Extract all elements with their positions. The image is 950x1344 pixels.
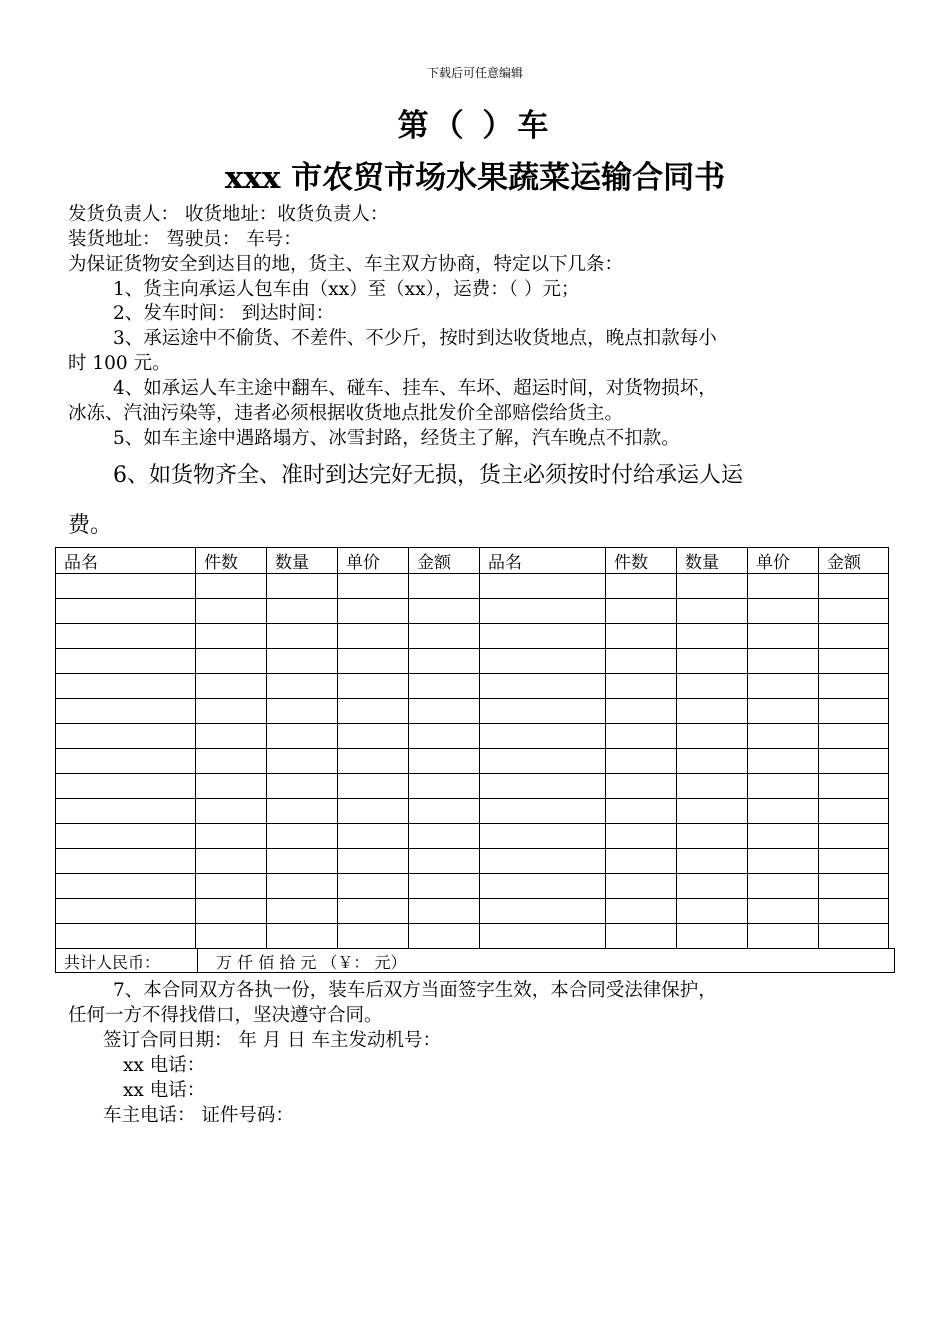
table-cell bbox=[606, 674, 677, 699]
table-cell bbox=[480, 824, 606, 849]
table-cell bbox=[409, 749, 480, 774]
table-cell bbox=[748, 599, 819, 624]
table-cell bbox=[409, 874, 480, 899]
table-cell bbox=[196, 799, 267, 824]
table-cell bbox=[56, 749, 196, 774]
table-cell bbox=[606, 624, 677, 649]
clause-4-line2: 冰冻、汽油污染等，违者必须根据收货地点批发价全部赔偿给货主。 bbox=[68, 403, 624, 424]
table-cell bbox=[480, 874, 606, 899]
table-cell bbox=[677, 649, 748, 674]
table-cell bbox=[267, 699, 338, 724]
clause-5: 5、如车主途中遇路塌方、冰雪封路，经货主了解，汽车晚点不扣款。 bbox=[113, 428, 680, 449]
table-cell bbox=[677, 674, 748, 699]
table-cell bbox=[819, 574, 889, 599]
table-cell bbox=[196, 649, 267, 674]
table-cell bbox=[819, 649, 889, 674]
table-cell bbox=[409, 574, 480, 599]
table-cell bbox=[338, 874, 409, 899]
table-cell bbox=[480, 599, 606, 624]
table-cell bbox=[480, 674, 606, 699]
table-cell bbox=[748, 849, 819, 874]
table-cell bbox=[748, 874, 819, 899]
col-header-amount-1: 金额 bbox=[409, 548, 480, 574]
table-cell bbox=[606, 799, 677, 824]
table-cell bbox=[338, 774, 409, 799]
table-cell bbox=[677, 924, 748, 949]
table-cell bbox=[677, 799, 748, 824]
table-cell bbox=[606, 724, 677, 749]
table-cell bbox=[196, 849, 267, 874]
table-cell bbox=[267, 599, 338, 624]
table-cell bbox=[56, 574, 196, 599]
intro-text: 为保证货物安全到达目的地，货主、车主双方协商，特定以下几条： bbox=[68, 254, 624, 275]
table-header-row bbox=[56, 548, 889, 574]
col-header-name-2: 品名 bbox=[480, 548, 606, 574]
table-cell bbox=[56, 724, 196, 749]
table-row bbox=[56, 749, 889, 774]
table-cell bbox=[480, 724, 606, 749]
table-cell bbox=[748, 574, 819, 599]
table-cell bbox=[56, 924, 196, 949]
clause-7-line1: 7、本合同双方各执一份，装车后双方当面签字生效，本合同受法律保护， bbox=[113, 980, 717, 1001]
table-cell bbox=[748, 724, 819, 749]
table-cell bbox=[409, 849, 480, 874]
table-cell bbox=[56, 774, 196, 799]
table-cell bbox=[338, 924, 409, 949]
table-cell bbox=[338, 674, 409, 699]
table-cell bbox=[196, 599, 267, 624]
table-cell bbox=[409, 649, 480, 674]
table-cell bbox=[748, 749, 819, 774]
table-cell bbox=[606, 924, 677, 949]
table-cell bbox=[677, 699, 748, 724]
total-label: 共计人民币： bbox=[64, 953, 161, 972]
loading-fields-line: 装货地址： 驾驶员： 车号： bbox=[68, 229, 302, 250]
table-cell bbox=[338, 799, 409, 824]
table-cell bbox=[819, 674, 889, 699]
table-cell bbox=[56, 699, 196, 724]
table-cell bbox=[409, 774, 480, 799]
col-header-name-1: 品名 bbox=[56, 548, 196, 574]
table-cell bbox=[748, 624, 819, 649]
table-row bbox=[56, 849, 889, 874]
table-cell bbox=[677, 749, 748, 774]
total-divider bbox=[197, 949, 198, 972]
table-cell bbox=[480, 924, 606, 949]
table-cell bbox=[409, 824, 480, 849]
table-cell bbox=[267, 799, 338, 824]
table-cell bbox=[338, 624, 409, 649]
col-header-pieces-1: 件数 bbox=[196, 548, 267, 574]
table-cell bbox=[338, 849, 409, 874]
table-cell bbox=[267, 774, 338, 799]
table-cell bbox=[748, 774, 819, 799]
vehicle-number-title: 第（ ）车 bbox=[397, 108, 553, 144]
table-cell bbox=[819, 799, 889, 824]
table-row bbox=[56, 649, 889, 674]
table-cell bbox=[196, 924, 267, 949]
clause-2: 2、发车时间： 到达时间： bbox=[113, 303, 335, 324]
table-cell bbox=[409, 699, 480, 724]
table-cell bbox=[56, 899, 196, 924]
table-cell bbox=[267, 899, 338, 924]
col-header-pieces-2: 件数 bbox=[606, 548, 677, 574]
table-cell bbox=[338, 574, 409, 599]
table-cell bbox=[196, 624, 267, 649]
table-cell bbox=[677, 624, 748, 649]
contract-title: xxx 市农贸市场水果蔬菜运输合同书 bbox=[224, 160, 726, 196]
clause-6-line2: 费。 bbox=[68, 513, 113, 538]
goods-table bbox=[55, 547, 889, 949]
table-cell bbox=[267, 874, 338, 899]
shipper-fields-line: 发货负责人： 收货地址：收货负责人： bbox=[68, 204, 389, 225]
table-cell bbox=[196, 874, 267, 899]
table-cell bbox=[409, 724, 480, 749]
table-cell bbox=[338, 699, 409, 724]
table-cell bbox=[480, 649, 606, 674]
table-cell bbox=[480, 624, 606, 649]
table-cell bbox=[677, 724, 748, 749]
table-cell bbox=[748, 674, 819, 699]
table-row bbox=[56, 924, 889, 949]
table-cell bbox=[748, 924, 819, 949]
table-cell bbox=[677, 824, 748, 849]
table-cell bbox=[480, 899, 606, 924]
table-cell bbox=[196, 749, 267, 774]
table-cell bbox=[409, 924, 480, 949]
table-cell bbox=[56, 799, 196, 824]
table-cell bbox=[409, 599, 480, 624]
table-cell bbox=[748, 824, 819, 849]
table-cell bbox=[267, 924, 338, 949]
col-header-quantity-2: 数量 bbox=[677, 548, 748, 574]
table-cell bbox=[196, 899, 267, 924]
table-cell bbox=[409, 799, 480, 824]
table-row bbox=[56, 599, 889, 624]
table-cell bbox=[267, 624, 338, 649]
table-cell bbox=[819, 824, 889, 849]
table-cell bbox=[267, 824, 338, 849]
table-cell bbox=[338, 824, 409, 849]
header-note: 下载后可任意编辑 bbox=[426, 66, 523, 80]
table-cell bbox=[677, 774, 748, 799]
table-cell bbox=[196, 674, 267, 699]
table-cell bbox=[56, 874, 196, 899]
table-row bbox=[56, 724, 889, 749]
table-cell bbox=[338, 649, 409, 674]
table-cell bbox=[56, 649, 196, 674]
table-cell bbox=[606, 599, 677, 624]
table-cell bbox=[56, 599, 196, 624]
table-cell bbox=[677, 874, 748, 899]
table-cell bbox=[480, 574, 606, 599]
clause-1: 1、货主向承运人包车由（xx）至（xx），运费：（ ）元； bbox=[113, 279, 580, 300]
table-cell bbox=[748, 649, 819, 674]
table-cell bbox=[267, 574, 338, 599]
table-row bbox=[56, 774, 889, 799]
table-cell bbox=[677, 849, 748, 874]
clause-4-line1: 4、如承运人车主途中翻车、碰车、挂车、车坏、超运时间，对货物损坏， bbox=[113, 378, 717, 399]
clause-6-line1: 6、如货物齐全、准时到达完好无损，货主必须按时付给承运人运 bbox=[113, 463, 743, 488]
table-cell bbox=[606, 824, 677, 849]
table-cell bbox=[480, 774, 606, 799]
table-row bbox=[56, 874, 889, 899]
table-cell bbox=[480, 749, 606, 774]
table-cell bbox=[56, 849, 196, 874]
table-cell bbox=[267, 849, 338, 874]
table-cell bbox=[196, 824, 267, 849]
table-cell bbox=[409, 674, 480, 699]
table-cell bbox=[480, 849, 606, 874]
table-row bbox=[56, 674, 889, 699]
table-cell bbox=[748, 699, 819, 724]
table-row bbox=[56, 624, 889, 649]
table-cell bbox=[480, 699, 606, 724]
table-cell bbox=[196, 574, 267, 599]
table-cell bbox=[677, 574, 748, 599]
phone-1: xx 电话： bbox=[123, 1055, 206, 1076]
table-cell bbox=[819, 624, 889, 649]
table-cell bbox=[819, 749, 889, 774]
table-cell bbox=[819, 699, 889, 724]
table-row bbox=[56, 899, 889, 924]
total-row bbox=[55, 948, 895, 973]
table-cell bbox=[677, 899, 748, 924]
table-cell bbox=[819, 849, 889, 874]
table-cell bbox=[267, 674, 338, 699]
table-cell bbox=[338, 724, 409, 749]
table-cell bbox=[606, 649, 677, 674]
col-header-unit-price-2: 单价 bbox=[748, 548, 819, 574]
table-cell bbox=[409, 899, 480, 924]
table-cell bbox=[196, 774, 267, 799]
table-cell bbox=[606, 574, 677, 599]
owner-phone-id-line: 车主电话： 证件号码： bbox=[103, 1105, 294, 1126]
table-cell bbox=[338, 599, 409, 624]
clause-3-line1: 3、承运途中不偷货、不差件、不少斤，按时到达收货地点，晚点扣款每小 bbox=[113, 328, 717, 349]
table-cell bbox=[409, 624, 480, 649]
table-cell bbox=[748, 899, 819, 924]
table-cell bbox=[338, 749, 409, 774]
table-cell bbox=[819, 924, 889, 949]
table-row bbox=[56, 574, 889, 599]
phone-2: xx 电话： bbox=[123, 1080, 206, 1101]
signing-date-line: 签订合同日期： 年 月 日 车主发动机号： bbox=[103, 1030, 442, 1051]
col-header-quantity-1: 数量 bbox=[267, 548, 338, 574]
table-cell bbox=[56, 624, 196, 649]
table-cell bbox=[480, 799, 606, 824]
table-cell bbox=[606, 874, 677, 899]
table-cell bbox=[196, 699, 267, 724]
clause-3-line2: 时 100 元。 bbox=[68, 353, 171, 374]
table-cell bbox=[819, 899, 889, 924]
col-header-unit-price-1: 单价 bbox=[338, 548, 409, 574]
table-cell bbox=[606, 849, 677, 874]
table-row bbox=[56, 799, 889, 824]
clause-7-line2: 任何一方不得找借口，坚决遵守合同。 bbox=[68, 1005, 383, 1026]
table-cell bbox=[267, 649, 338, 674]
table-cell bbox=[819, 724, 889, 749]
table-cell bbox=[267, 749, 338, 774]
table-cell bbox=[819, 874, 889, 899]
table-cell bbox=[606, 749, 677, 774]
table-cell bbox=[606, 774, 677, 799]
table-row bbox=[56, 824, 889, 849]
table-cell bbox=[56, 674, 196, 699]
col-header-amount-2: 金额 bbox=[819, 548, 889, 574]
table-cell bbox=[677, 599, 748, 624]
table-cell bbox=[819, 599, 889, 624]
table-cell bbox=[606, 899, 677, 924]
total-amount-field: 万 仟 佰 拾 元 （￥： 元） bbox=[216, 953, 407, 972]
table-cell bbox=[819, 774, 889, 799]
table-cell bbox=[338, 899, 409, 924]
table-cell bbox=[56, 824, 196, 849]
table-cell bbox=[196, 724, 267, 749]
table-cell bbox=[748, 799, 819, 824]
table-cell bbox=[267, 724, 338, 749]
table-cell bbox=[606, 699, 677, 724]
table-row bbox=[56, 699, 889, 724]
